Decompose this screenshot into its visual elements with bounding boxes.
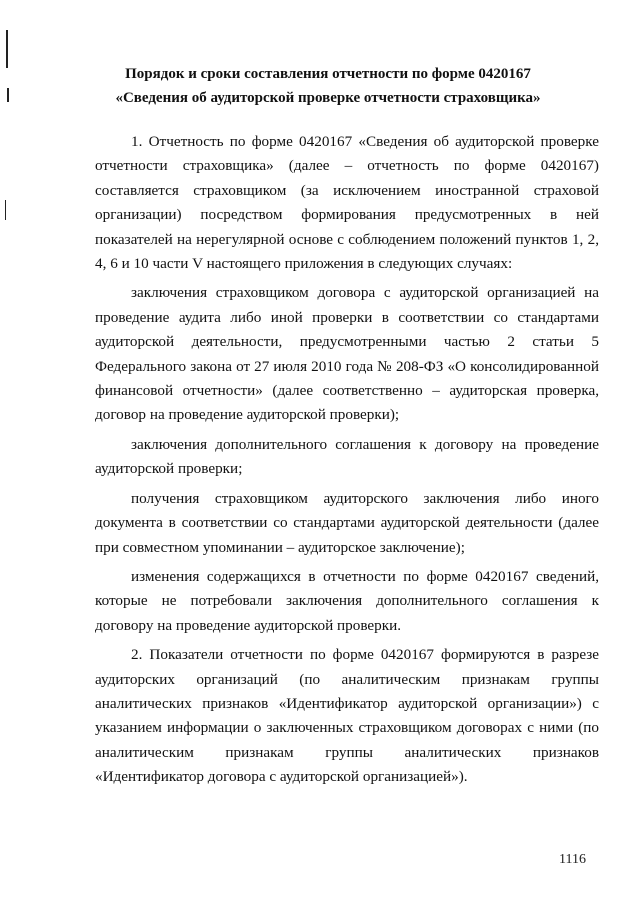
scan-edge-mark	[5, 200, 6, 220]
paragraph-4: получения страховщиком аудиторского заключения либо иного документа в соответствии со стандартами аудиторской деятельности (далее при совместном упоминании – аудиторское заключение);	[95, 489, 599, 556]
document-body	[95, 130, 599, 790]
paragraph-1: 1. Отчетность по форме 0420167 «Сведения об аудиторской проверке отчетности страховщика» (далее – отчетность по форме 0420167) составляется страховщиком (за исключением иностранной страховой организации) посредством формирования предусмотренных в ней показателей на нерегулярной основе с соблюдением положений пунктов 1, 2, 4, 6 и 10 части V настоящего приложения в следующих случаях:	[95, 133, 599, 273]
title-line-1: Порядок и сроки составления отчетности по форме 0420167	[125, 66, 531, 82]
paragraph-6: 2. Показатели отчетности по форме 0420167 формируются в разрезе аудиторских организаций (по аналитическим признакам группы аналитических признаков «Идентификатор аудиторской организации») с указанием информации о заключенных страховщиком договорах с ними (по аналитическим признакам группы аналитических признаков «Идентификатор договора с аудиторской организацией»).	[95, 646, 599, 786]
paragraph-2: заключения страховщиком договора с аудиторской организацией на проведение аудита либо иной проверки в соответствии со стандартами аудиторской деятельности, предусмотренными частью 2 статьи 5 Федерального закона от 27 июля 2010 года № 208-ФЗ «О консолидированной финансовой отчетности» (далее соответственно – аудиторская проверка, договор на проведение аудиторской проверки);	[95, 284, 599, 424]
title-line-2: «Сведения об аудиторской проверке отчетности страховщика»	[115, 90, 541, 106]
document-title	[98, 62, 558, 110]
scan-edge-mark	[6, 30, 8, 68]
page-number: 1116	[559, 852, 586, 867]
scan-edge-mark	[7, 88, 9, 102]
paragraph-5: изменения содержащихся в отчетности по форме 0420167 сведений, которые не потребовали заключения дополнительного соглашения к договору на проведение аудиторской проверки.	[95, 567, 599, 634]
paragraph-3: заключения дополнительного соглашения к договору на проведение аудиторской проверки;	[95, 435, 599, 478]
